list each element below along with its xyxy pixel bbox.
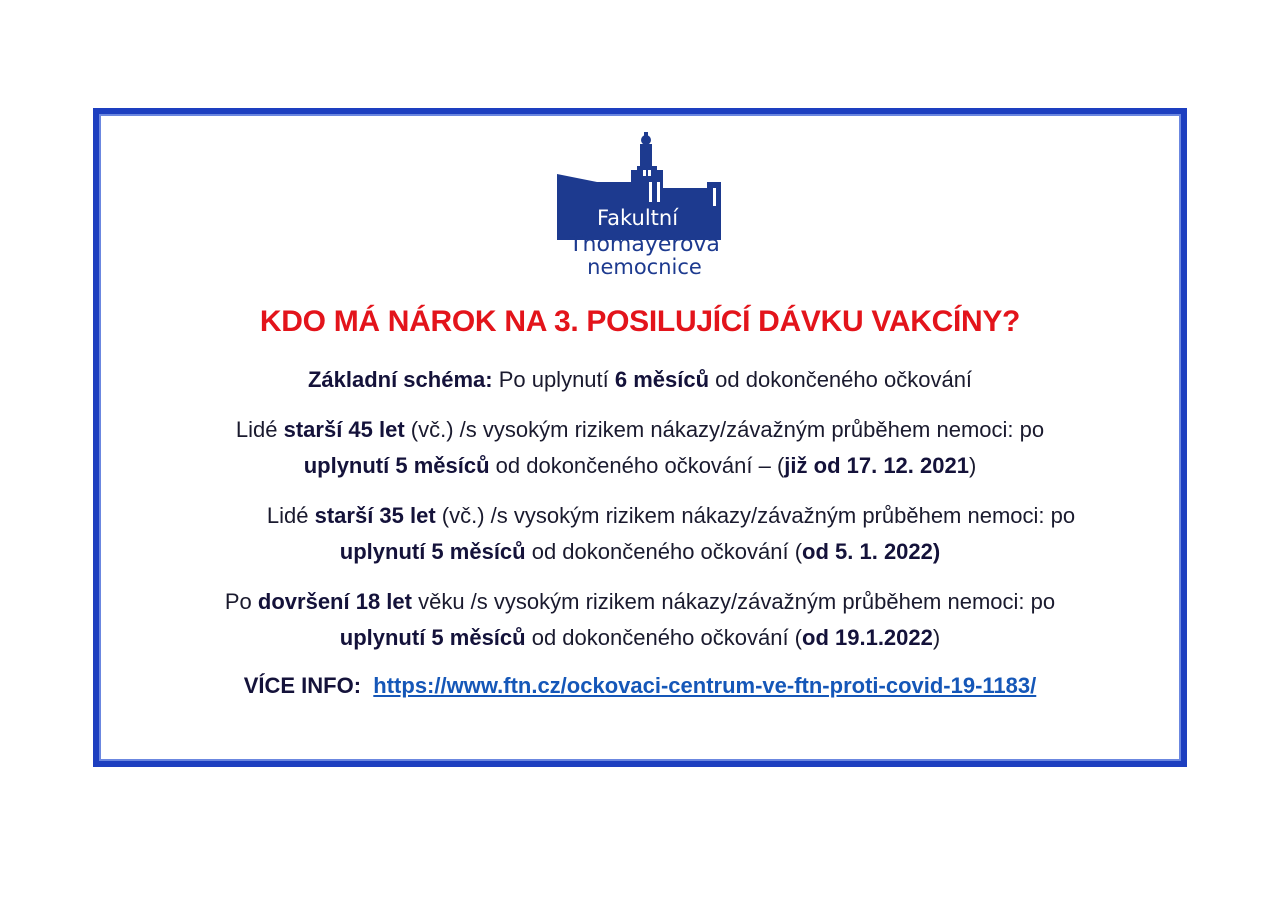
notice-content: [99, 300, 1181, 726]
group-35-line-1: [161, 498, 1181, 534]
basic-text-1: Po uplynutí: [492, 367, 615, 392]
group-18-text-3: ): [932, 625, 941, 650]
basic-months: 6 měsíců: [614, 367, 710, 392]
headline: KDO MÁ NÁROK NA 3. POSILUJÍCÍ DÁVKU VAKCÍNY?: [259, 305, 1021, 338]
group-45-text-2: od dokončeného očkování – (: [489, 453, 785, 478]
group-18-interval: uplynutí 5 měsíců: [339, 625, 526, 650]
basic-scheme-label: Základní schéma:: [307, 367, 493, 392]
group-45-text-3: ): [968, 453, 977, 478]
group-45-interval: uplynutí 5 měsíců: [303, 453, 490, 478]
ftn-logo: [557, 130, 732, 282]
group-35-date: od 5. 1. 2022): [802, 539, 941, 564]
group-35-line-2: [99, 534, 1181, 570]
group-18-line-2: [99, 620, 1181, 656]
logo-text-nemocnice: nemocnice: [587, 255, 702, 279]
group-35-interval: uplynutí 5 měsíců: [339, 539, 526, 564]
group-18-line-1: [99, 584, 1181, 620]
group-18-text-0: Po: [224, 589, 258, 614]
group-18-age: dovršení 18 let: [257, 589, 412, 614]
group-18-text-2: od dokončeného očkování (: [525, 625, 803, 650]
group-35-text-1: (vč.) /s vysokým rizikem nákazy/závažným průběhem nemoci: po: [435, 503, 1076, 528]
group-45-age: starší 45 let: [283, 417, 405, 442]
logo-text-fakultni: Fakultní: [597, 206, 679, 230]
more-info-label: VÍCE INFO:: [243, 673, 362, 698]
group-18: [99, 584, 1181, 656]
group-45-line-2: [99, 448, 1181, 484]
group-45-text-1: (vč.) /s vysokým rizikem nákazy/závažným průběhem nemoci: po: [404, 417, 1045, 442]
more-info-link[interactable]: https://www.ftn.cz/ockovaci-centrum-ve-ftn-proti-covid-19-1183/: [373, 673, 1037, 698]
more-info: [99, 668, 1181, 704]
notice-frame: [93, 108, 1187, 767]
group-35: [99, 498, 1181, 534]
logo-text-thomayerova: Thomayerova: [569, 232, 720, 257]
group-45-text-0: Lidé: [235, 417, 284, 442]
group-45-date: již od 17. 12. 2021: [784, 453, 969, 478]
group-45-line-1: [99, 412, 1181, 448]
basic-scheme: [99, 362, 1181, 398]
group-35-age: starší 35 let: [314, 503, 436, 528]
group-18-date: od 19.1.2022: [802, 625, 933, 650]
group-18-text-1: věku /s vysokým rizikem nákazy/závažným průběhem nemoci: po: [411, 589, 1056, 614]
group-35-text-2: od dokončeného očkování (: [525, 539, 803, 564]
group-45: [99, 412, 1181, 484]
group-35-text-0: Lidé: [266, 503, 315, 528]
basic-text-2: od dokončeného očkování: [709, 367, 973, 392]
